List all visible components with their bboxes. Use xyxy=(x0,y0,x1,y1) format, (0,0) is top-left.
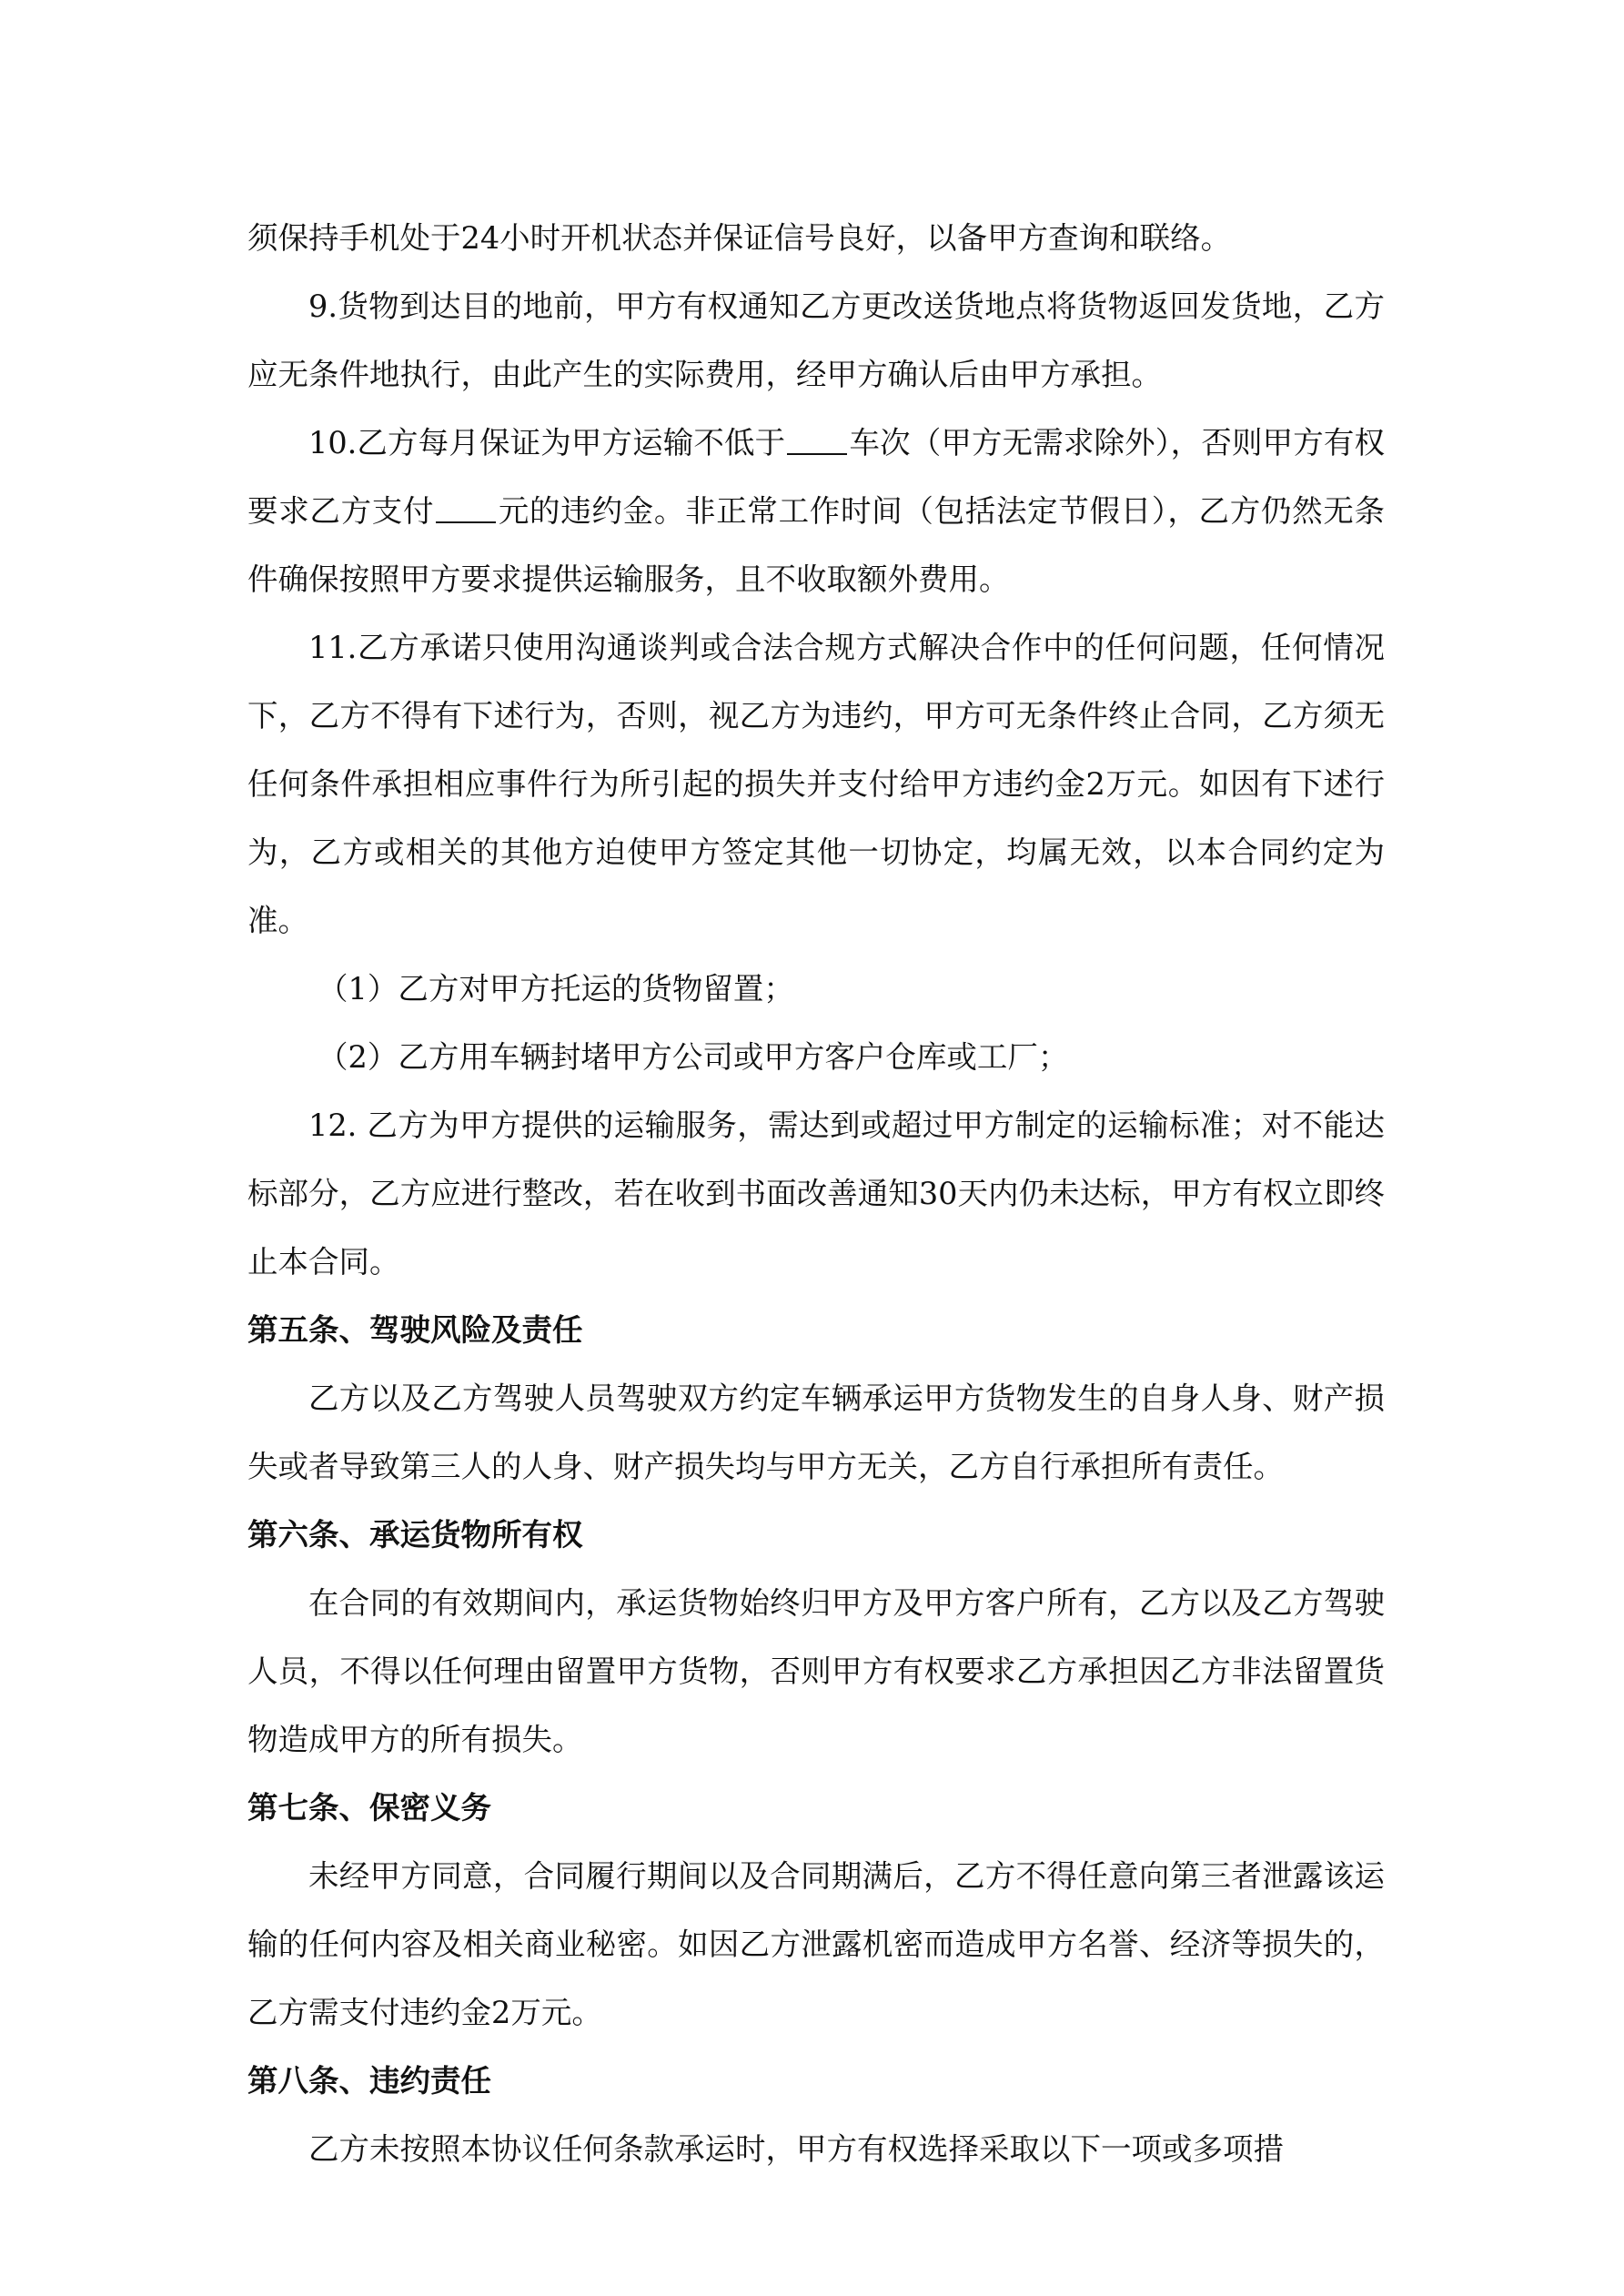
clause-item-10 xyxy=(247,409,1385,613)
clause-item-11-sub-2: （2）乙方用车辆封堵甲方公司或甲方客户仓库或工厂； xyxy=(318,1039,1069,1075)
article-5-title: 第五条、驾驶风险及责任 xyxy=(247,1312,583,1348)
blank-penalty-field xyxy=(436,494,496,523)
document-body xyxy=(247,204,1385,2183)
blank-trips-field xyxy=(787,426,847,455)
paragraph-continuation: 须保持手机处于24小时开机状态并保证信号良好，以备甲方查询和联络。 xyxy=(247,220,1232,256)
article-6-body: 在合同的有效期间内，承运货物始终归甲方及甲方客户所有，乙方以及乙方驾驶人员，不得以任何理由留置甲方货物，否则甲方有权要求乙方承担因乙方非法留置货物造成甲方的所有损失。 xyxy=(247,1585,1385,1757)
clause-item-11-sub-1: （1）乙方对甲方托运的货物留置； xyxy=(318,971,794,1006)
article-8-title: 第八条、违约责任 xyxy=(247,2063,491,2099)
clause-item-9: 9.货物到达目的地前，甲方有权通知乙方更改送货地点将货物返回发货地，乙方应无条件地执行，由此产生的实际费用，经甲方确认后由甲方承担。 xyxy=(247,288,1385,392)
article-7-body: 未经甲方同意，合同履行期间以及合同期满后，乙方不得任意向第三者泄露该运输的任何内容及相关商业秘密。如因乙方泄露机密而造成甲方名誉、经济等损失的，乙方需支付违约金2万元。 xyxy=(247,1858,1385,2030)
clause-item-12: 12. 乙方为甲方提供的运输服务，需达到或超过甲方制定的运输标准；对不能达标部分，乙方应进行整改，若在收到书面改善通知30天内仍未达标，甲方有权立即终止本合同。 xyxy=(247,1108,1385,1279)
article-6-title: 第六条、承运货物所有权 xyxy=(247,1517,583,1553)
clause-item-10-part3: 元的违约金。非正常工作时间（包括法定节假日），乙方仍然无条件确保按照甲方要求提供运输服务，且不收取额外费用。 xyxy=(247,493,1386,597)
article-8-body: 乙方未按照本协议任何条款承运时，甲方有权选择采取以下一项或多项措 xyxy=(308,2131,1284,2167)
article-5-body: 乙方以及乙方驾驶人员驾驶双方约定车辆承运甲方货物发生的自身人身、财产损失或者导致第三人的人身、财产损失均与甲方无关，乙方自行承担所有责任。 xyxy=(247,1381,1385,1484)
clause-item-11: 11.乙方承诺只使用沟通谈判或合法合规方式解决合作中的任何问题，任何情况下，乙方不得有下述行为，否则，视乙方为违约，甲方可无条件终止合同，乙方须无任何条件承担相应事件行为所引起的损失并支付给甲方违约金2万元。如因有下述行为，乙方或相关的其他方迫使甲方签定其他一切协定，均属无效，以本合同约定为准。 xyxy=(247,630,1385,938)
clause-item-10-part2: 车次（甲方无需求除外），否则甲方有权要求乙方支付 xyxy=(247,425,1385,529)
clause-item-10-part1: 10.乙方每月保证为甲方运输不低于 xyxy=(308,425,786,460)
article-7-title: 第七条、保密义务 xyxy=(247,1790,491,1826)
